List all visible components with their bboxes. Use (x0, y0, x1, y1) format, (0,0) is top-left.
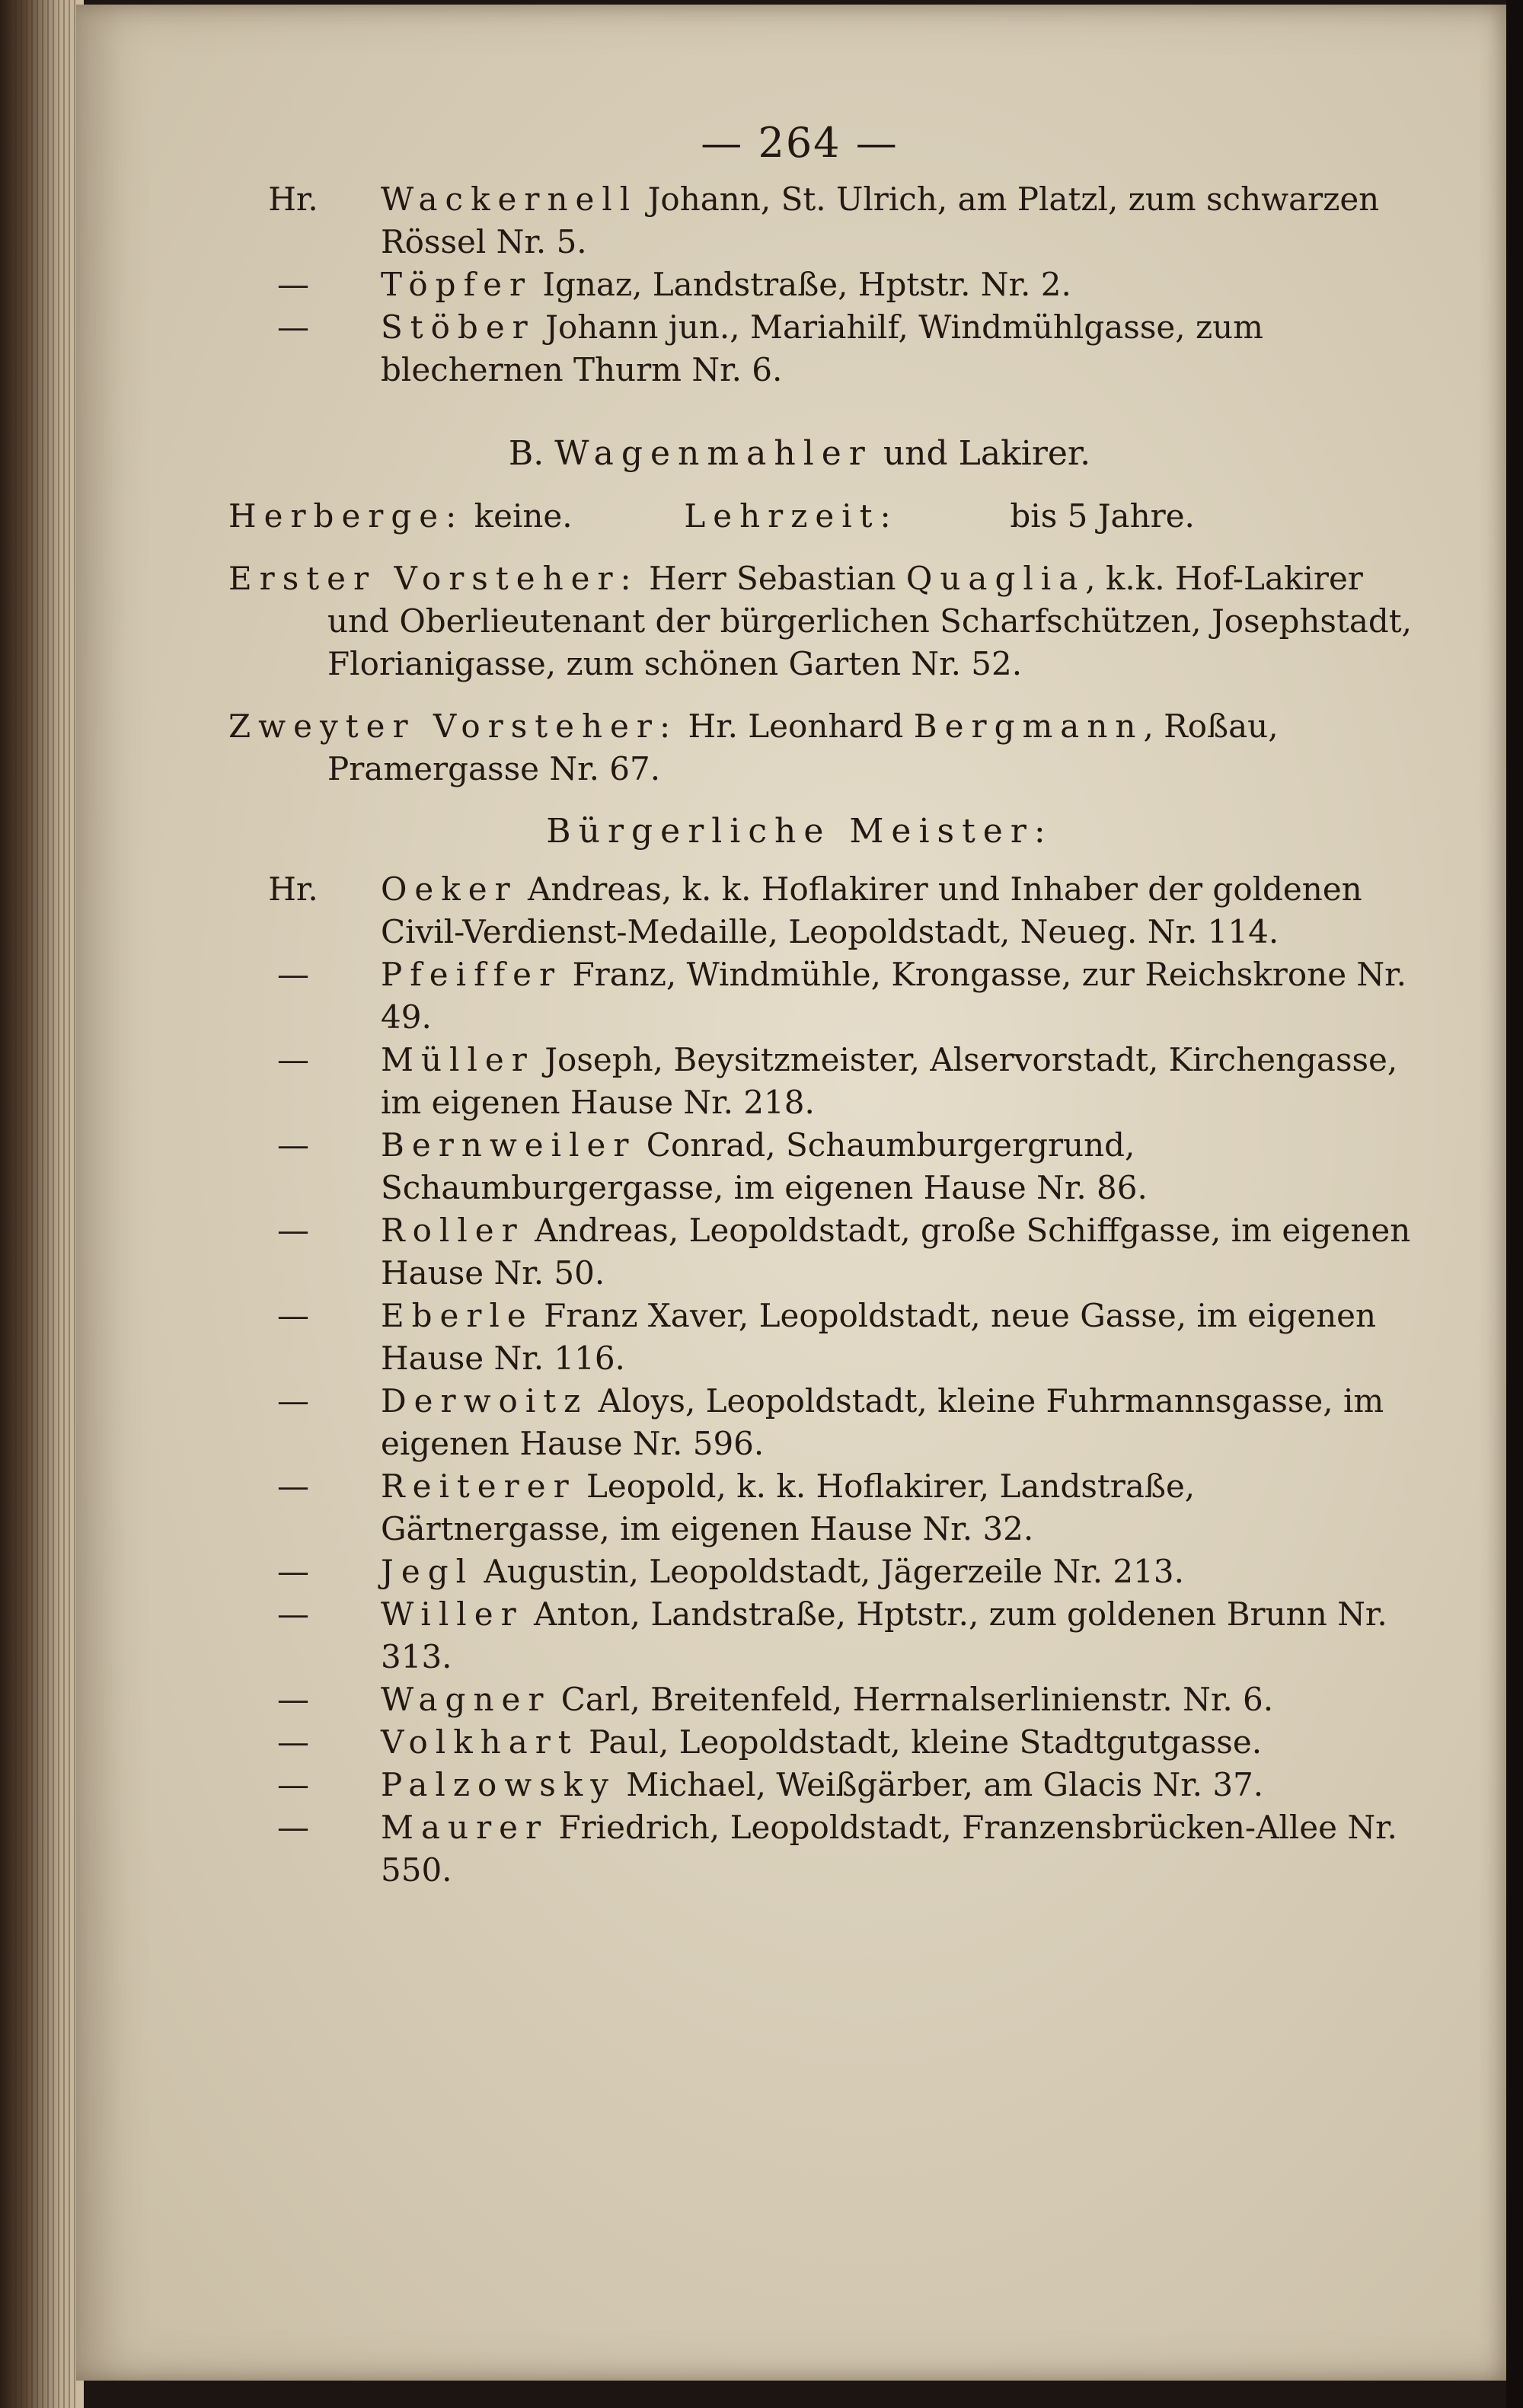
list-item (259, 1806, 1424, 1892)
entry-text: Johann jun., Mariahilf, Windmühlgasse, zum blechernen Thurm Nr. 6. (381, 308, 1263, 388)
entry-surname: Reiterer (381, 1467, 576, 1505)
entry-text: Augustin, Leopoldstadt, Jägerzeile Nr. 213. (474, 1553, 1184, 1590)
herberge-line (228, 495, 1424, 538)
entry-text: Ignaz, Landstraße, Hptstr. Nr. 2. (532, 266, 1071, 303)
entry-surname: Bernweiler (381, 1126, 637, 1164)
entry-lead: — (277, 1766, 309, 1803)
entry-surname: Maurer (381, 1809, 549, 1846)
page-right-edge (1506, 0, 1523, 2408)
entry-lead: — (277, 1041, 309, 1078)
section-rest: und Lakirer. (872, 434, 1091, 473)
entry-surname: Müller (381, 1041, 535, 1078)
list-item (259, 953, 1424, 1039)
entry-surname: Derwoitz (381, 1382, 589, 1420)
entry-surname: Willer (381, 1595, 524, 1633)
list-item (259, 1039, 1424, 1124)
entry-surname: Jegl (381, 1553, 474, 1590)
list-item (259, 868, 1424, 953)
list-item (259, 1551, 1424, 1593)
list-item (259, 1209, 1424, 1295)
entry-lead: — (277, 1809, 309, 1846)
entry-lead: — (277, 308, 309, 346)
entry-lead: — (277, 1382, 309, 1420)
erster-vorsteher-post: , k.k. Hof-Lakirer und Oberlieutenant der bürgerlichen Scharfschützen, Josephstadt, Florianigasse, zum schönen Garten Nr. 52. (327, 560, 1413, 682)
entry-lead: — (277, 1723, 309, 1761)
list-item (259, 1465, 1424, 1551)
entry-text: Franz Xaver, Leopoldstadt, neue Gasse, im eigenen Hause Nr. 116. (381, 1297, 1377, 1377)
entry-text: Andreas, Leopoldstadt, große Schiffgasse, im eigenen Hause Nr. 50. (381, 1212, 1411, 1292)
entry-text: Leopold, k. k. Hoflakirer, Landstraße, Gärtnergasse, im eigenen Hause Nr. 32. (381, 1467, 1196, 1547)
erster-vorsteher-name: Quaglia (905, 560, 1086, 597)
list-item (259, 1721, 1424, 1764)
list-item (259, 306, 1424, 391)
entry-lead: — (277, 1126, 309, 1164)
entry-surname: Pfeiffer (381, 956, 563, 993)
lehrzeit-value: bis 5 Jahre. (1010, 497, 1195, 535)
entry-surname: Töpfer (381, 266, 533, 303)
entry-text: Friedrich, Leopoldstadt, Franzensbrücken-Allee Nr. 550. (381, 1809, 1397, 1889)
herberge-label: Herberge: (228, 497, 465, 535)
list-item (259, 1593, 1424, 1678)
entry-lead: — (277, 1467, 309, 1505)
zweyter-vorsteher-pre: Hr. Leonhard (678, 707, 914, 745)
section-prefix: B. (508, 434, 544, 473)
entry-lead: — (277, 1553, 309, 1590)
entry-surname: Wagner (381, 1681, 551, 1718)
erster-vorsteher-label: Erster Vorsteher: (228, 560, 639, 597)
entry-surname: Oeker (381, 870, 518, 908)
page-content (228, 119, 1424, 1892)
entry-text: Carl, Breitenfeld, Herrnalserlinienstr. Nr. 6. (551, 1681, 1274, 1718)
list-item (259, 178, 1424, 263)
entry-text: Aloys, Leopoldstadt, kleine Fuhrmannsgasse, im eigenen Hause Nr. 596. (381, 1382, 1384, 1462)
list-item (259, 1678, 1424, 1721)
entry-text: Conrad, Schaumburgergrund, Schaumburgergasse, im eigenen Hause Nr. 86. (381, 1126, 1148, 1206)
entry-lead: — (277, 956, 309, 993)
entry-surname: Palzowsky (381, 1766, 616, 1803)
meister-heading-text: Bürgerliche Meister: (546, 812, 1053, 851)
entry-text: Johann, St. Ulrich, am Platzl, zum schwarzen Rössel Nr. 5. (381, 180, 1380, 260)
erster-vorsteher-pre: Herr Sebastian (638, 560, 906, 597)
entry-surname: Volkhart (381, 1723, 579, 1761)
section-name: Wagenmahler (554, 434, 873, 473)
entry-text: Michael, Weißgärber, am Glacis Nr. 37. (615, 1766, 1264, 1803)
zweyter-vorsteher-post: , Roßau, Pramergasse Nr. 67. (327, 707, 1279, 787)
entry-lead: — (277, 266, 309, 303)
entry-lead: — (277, 1212, 309, 1249)
herberge-value: keine. (474, 497, 573, 535)
entry-text: Joseph, Beysitzmeister, Alservorstadt, Kirchengasse, im eigenen Hause Nr. 218. (381, 1041, 1398, 1121)
list-item (259, 1380, 1424, 1465)
meister-heading (175, 810, 1424, 853)
section-heading (175, 433, 1424, 475)
entry-lead: Hr. (268, 180, 318, 218)
entry-text: Franz, Windmühle, Krongasse, zur Reichskrone Nr. 49. (381, 956, 1406, 1036)
erster-vorsteher (228, 557, 1424, 685)
page-number: — 264 — (701, 119, 899, 167)
list-item (259, 1124, 1424, 1209)
entry-surname: Wackernell (381, 180, 638, 218)
entry-text: Paul, Leopoldstadt, kleine Stadtgutgasse. (578, 1723, 1263, 1761)
zweyter-vorsteher-label: Zweyter Vorsteher: (228, 707, 678, 745)
entry-surname: Roller (381, 1212, 525, 1249)
zweyter-vorsteher (228, 705, 1424, 790)
list-item (259, 1764, 1424, 1806)
page-edges (15, 0, 76, 2408)
entry-text: Andreas, k. k. Hoflakirer und Inhaber der goldenen Civil-Verdienst-Medaille, Leopoldstadt, Neueg. Nr. 114. (381, 870, 1362, 950)
entry-lead: — (277, 1595, 309, 1633)
entry-lead: — (277, 1297, 309, 1334)
entry-surname: Eberle (381, 1297, 534, 1334)
entry-surname: Stöber (381, 308, 535, 346)
book-spine-edge (0, 0, 84, 2408)
entry-lead: — (277, 1681, 309, 1718)
list-item (259, 263, 1424, 306)
lehrzeit-label: Lehrzeit: (684, 497, 899, 535)
entry-text: Anton, Landstraße, Hptstr., zum goldenen Brunn Nr. 313. (381, 1595, 1387, 1675)
zweyter-vorsteher-name: Bergmann (913, 707, 1144, 745)
entry-lead: Hr. (268, 870, 318, 908)
list-item (259, 1295, 1424, 1380)
